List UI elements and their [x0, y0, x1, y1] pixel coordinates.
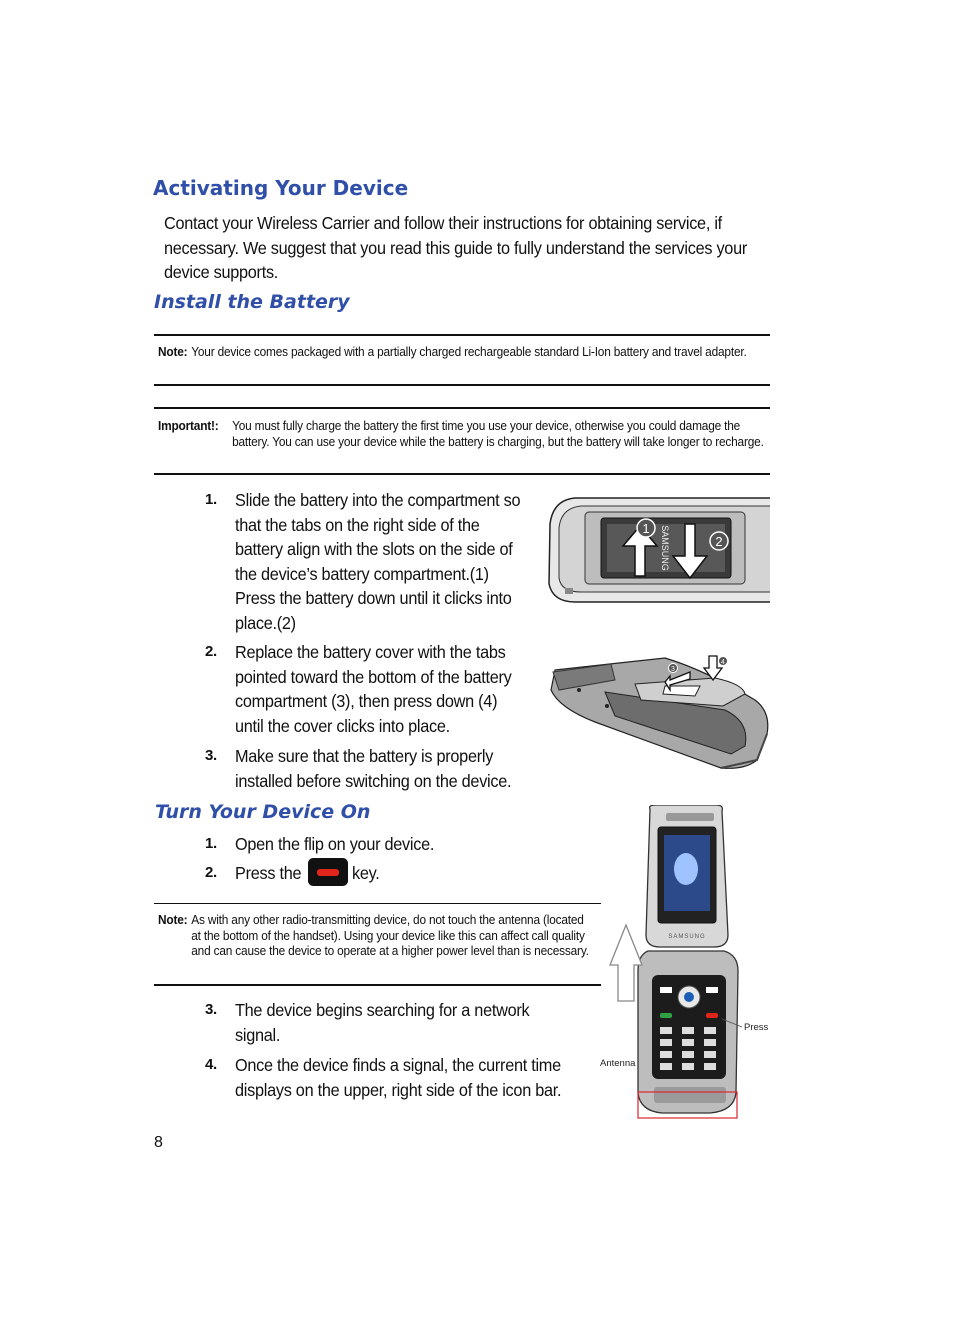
- step-text: Once the device finds a signal, the current time displays on the upper, right side of the icon bar.: [235, 1055, 562, 1100]
- note-label: Note:: [158, 345, 188, 359]
- callout-3-label: 3: [671, 666, 675, 673]
- step-text: The device begins searching for a network signal.: [235, 1000, 530, 1045]
- section-title-install-battery: Install the Battery: [154, 291, 350, 313]
- step-text: Make sure that the battery is properly installed before switching on the device.: [235, 746, 512, 791]
- activating-body: Contact your Wireless Carrier and follow their instructions for obtaining service, if necessary. We suggest that you read this guide to fully understand the services your device supports.: [164, 213, 747, 283]
- step-number: 3.: [205, 747, 217, 764]
- step-number: 4.: [205, 1056, 217, 1073]
- note-box-antenna: [154, 903, 601, 986]
- end-key-icon: [308, 858, 348, 886]
- step-text: Slide the battery into the compartment so that the tabs on the right side of the battery align with the slots on the side of the device’s battery compartment.(1) Press the battery down until it clicks into place.(2): [235, 490, 521, 633]
- note-text: Your device comes packaged with a partially charged rechargeable standard Li-Ion battery and travel adapter.: [191, 345, 747, 359]
- step-number: 1.: [205, 835, 217, 852]
- important-box: [154, 407, 770, 475]
- note-label: Note:: [158, 913, 188, 927]
- step-number: 3.: [205, 1001, 217, 1018]
- step-number: 2.: [205, 643, 217, 660]
- step-number: 1.: [205, 491, 217, 508]
- important-text: You must fully charge the battery the first time you use your device, otherwise you could damage the battery. You can use your device while the battery is charging, but the battery will take longer to recharge.: [232, 419, 764, 449]
- callout-2-label: 2: [715, 534, 723, 549]
- phone-open-figure: [598, 805, 770, 1121]
- step-text: Open the flip on your device.: [235, 834, 435, 854]
- section-title-turn-on: Turn Your Device On: [155, 801, 371, 823]
- step-text: Replace the battery cover with the tabs pointed toward the bottom of the battery compartment (3), then press down (4) until the cover clicks into place.: [235, 642, 512, 736]
- callout-1-label: 1: [642, 521, 650, 536]
- important-label: Important!:: [158, 419, 219, 433]
- press-callout-label: Press: [744, 1022, 769, 1033]
- battery-brand-text: SAMSUNG: [660, 525, 670, 571]
- battery-insert-figure: [545, 494, 770, 606]
- step-number: 2.: [205, 864, 217, 881]
- note-text: As with any other radio-transmitting device, do not touch the antenna (located at the bottom of the handset). Using your device like this can affect call quality and can cause the device to operate at a higher power level than is necessary.: [191, 913, 589, 958]
- battery-cover-figure: [545, 650, 770, 772]
- page-number: 8: [154, 1134, 163, 1151]
- step-text-after: key.: [352, 863, 380, 883]
- phone-brand-text: SAMSUNG: [668, 934, 706, 940]
- section-title-activating: Activating Your Device: [153, 176, 409, 200]
- step-text-before: Press the: [235, 863, 302, 883]
- antenna-callout-label: Antenna: [600, 1058, 636, 1069]
- callout-4-label: 4: [721, 659, 725, 666]
- note-box-battery: [154, 334, 770, 386]
